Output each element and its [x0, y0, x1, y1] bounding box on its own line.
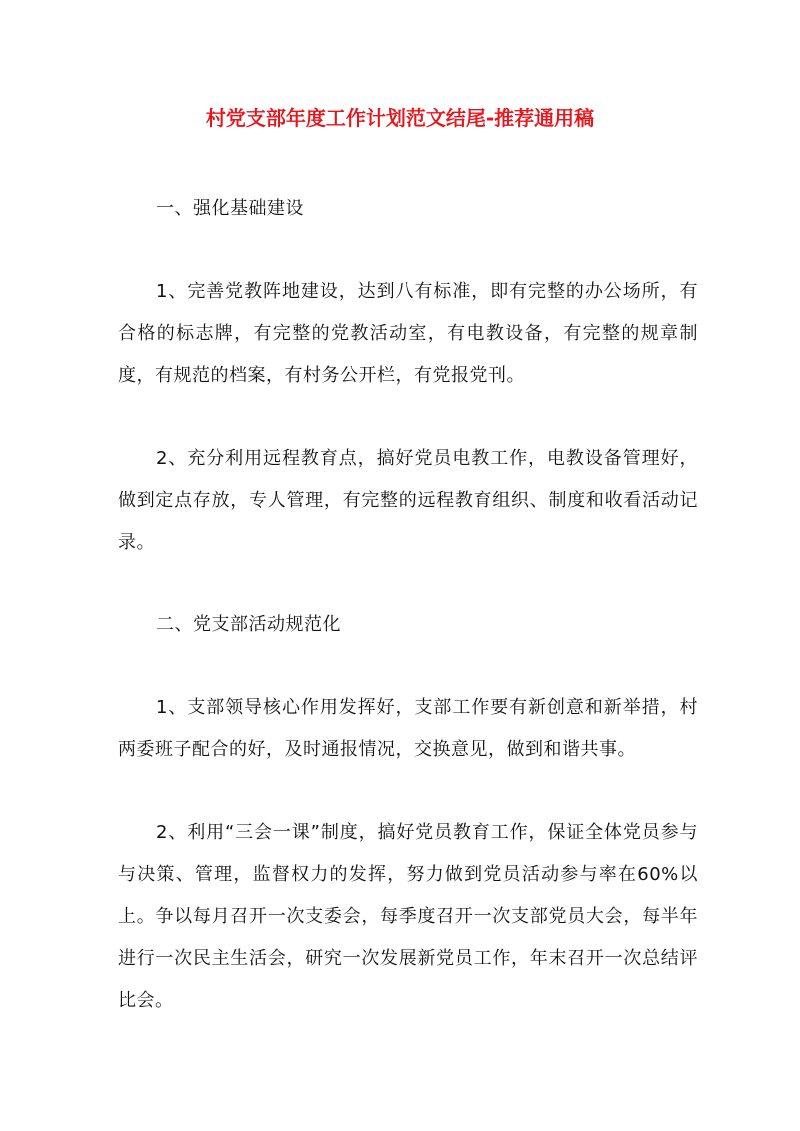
section-heading-2: 二、党支部活动规范化: [156, 614, 341, 635]
section-heading-1: 一、强化基础建设: [156, 198, 304, 219]
document-title: 村党支部年度工作计划范文结尾-推荐通用稿: [205, 106, 595, 130]
section-2-paragraph-2: 2、利用“三会一课”制度，搞好党员教育工作，保证全体党员参与与决策、管理，监督权力的发挥，努力做到党员活动参与率在60%以上。争以每月召开一次支委会，每季度召开一次支部党员大会，每半年进行一次民主生活会，研究一次发展新党员工作，年末召开一次总结评比会。: [118, 822, 698, 1011]
section-1-paragraph-1: 1、完善党教阵地建设，达到八有标准，即有完整的办公场所，有合格的标志牌，有完整的党教活动室，有电教设备，有完整的规章制度，有规范的档案，有村务公开栏，有党报党刊。: [118, 281, 698, 386]
section-2-paragraph-1: 1、支部领导核心作用发挥好，支部工作要有新创意和新举措，村两委班子配合的好，及时通报情况，交换意见，做到和谐共事。: [118, 697, 698, 760]
section-1-paragraph-2: 2、充分利用远程教育点，搞好党员电教工作，电教设备管理好，做到定点存放，专人管理，有完整的远程教育组织、制度和收看活动记录。: [118, 448, 698, 553]
